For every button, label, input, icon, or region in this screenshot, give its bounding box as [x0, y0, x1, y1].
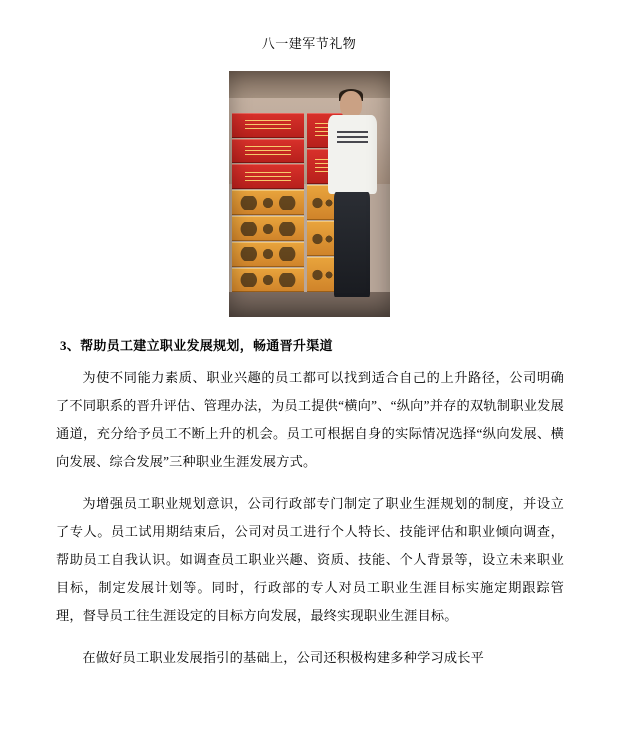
- body-paragraph: 为增强员工职业规划意识，公司行政部专门制定了职业生涯规划的制度，并设立了专人。员工试用期结束后，公司对员工进行个人特长、技能评估和职业倾向调查，帮助员工自我认识。如调查员工职业兴趣、资质、技能、个人背景等，设立未来职业目标，制定发展计划等。同时，行政部的专人对员工职业生涯目标实施定期跟踪管理，督导员工往生涯设定的目标方向发展，最终实现职业生涯目标。: [56, 496, 564, 623]
- figure-container: [0, 71, 618, 317]
- photo-vignette: [229, 71, 390, 317]
- figure-image: [229, 71, 390, 317]
- figure-caption: 八一建军节礼物: [261, 36, 357, 51]
- body-paragraph: 在做好员工职业发展指引的基础上，公司还积极构建多种学习成长平: [82, 650, 485, 665]
- body-paragraph: 为使不同能力素质、职业兴趣的员工都可以找到适合自己的上升路径，公司明确了不同职系的晋升评估、管理办法，为员工提供“横向”、“纵向”并存的双轨制职业发展通道，充分给予员工不断上升的机会。员工可根据自身的实际情况选择“纵向发展、横向发展、综合发展”三种职业生涯发展方式。: [56, 370, 564, 469]
- section-heading: 3、帮助员工建立职业发展规划，畅通晋升渠道: [60, 338, 333, 353]
